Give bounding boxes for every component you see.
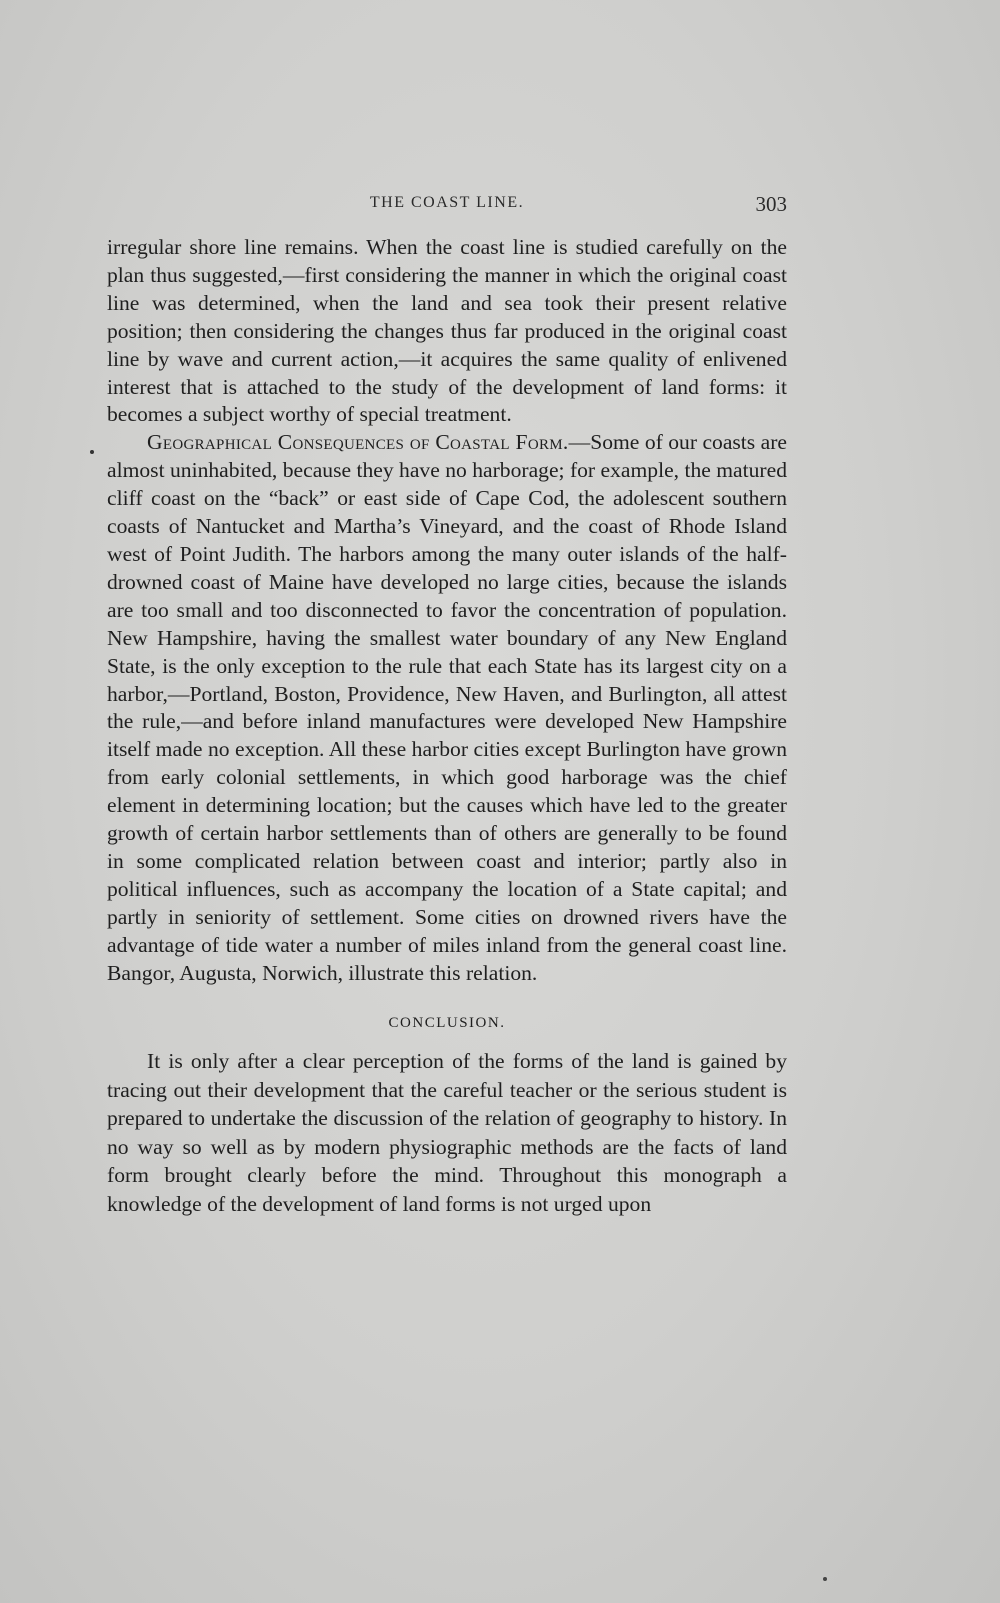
paragraph-heading: Geographical Consequences of Coastal Form. xyxy=(147,430,569,455)
paragraph-conclusion: It is only after a clear perception of the forms of the land is gained by tracing out their development that the careful teacher or the serious student is prepared to undertake the discussion of the relation of geography to history. In no way so well as by modern physiographic methods are the facts of land form brought clearly before the mind. Throughout this monograph a knowledge of the development of land forms is not urged upon xyxy=(107,1049,787,1216)
margin-dot xyxy=(90,450,94,454)
paragraph-text: —Some of our coasts are almost uninhabited, because they have no harborage; for example, the matured cliff coast on the “back” or east side of Cape Cod, the adolescent southern coasts of Nantucket and Martha’s Vineyard, and the coast of Rhode Island west of Point Judith. The harbors among the many outer islands of the half-drowned coast of Maine have developed no large cities, because the islands are too small and too disconnected to favor the concentration of population. New Hampshire, having the smallest water boundary of any New England State, is the only exception to the rule that each State has its largest city on a harbor,—Portland, Boston, Providence, New Haven, and Burlington, all attest the rule,—and before inland manufactures were developed New Hampshire itself made no exception. All these harbor cities except Burlington have grown from early colonial settlements, in which good harborage was the chief element in determining location; but the causes which have led to the greater growth of certain harbor settlements than of others are generally to be found in some complicated relation between coast and interior; partly also in political influences, such as accompany the location of a State capital; and partly in seniority of settlement. Some cities on drowned rivers have the advantage of tide water a number of miles inland from the general coast line. Bangor, Augusta, Norwich, illustrate this relation. xyxy=(107,430,787,985)
page-speck xyxy=(823,1577,827,1581)
body-text xyxy=(107,234,787,1218)
paragraph-continuation: irregular shore line remains. When the coast line is studied carefully on the plan thus suggested,—first considering the manner in which the original coast line was determined, when the land and sea took their present relative position; then considering the changes thus far produced in the original coast line by wave and current action,—it acquires the same quality of enlivened interest that is attached to the study of the development of land forms: it becomes a subject worthy of special treatment. xyxy=(107,235,787,427)
running-title: THE COAST LINE. xyxy=(369,194,525,211)
paragraph-coastal-form xyxy=(107,429,787,987)
running-head xyxy=(107,192,787,222)
section-heading: CONCLUSION. xyxy=(388,1015,506,1032)
page-number: 303 xyxy=(755,192,787,216)
